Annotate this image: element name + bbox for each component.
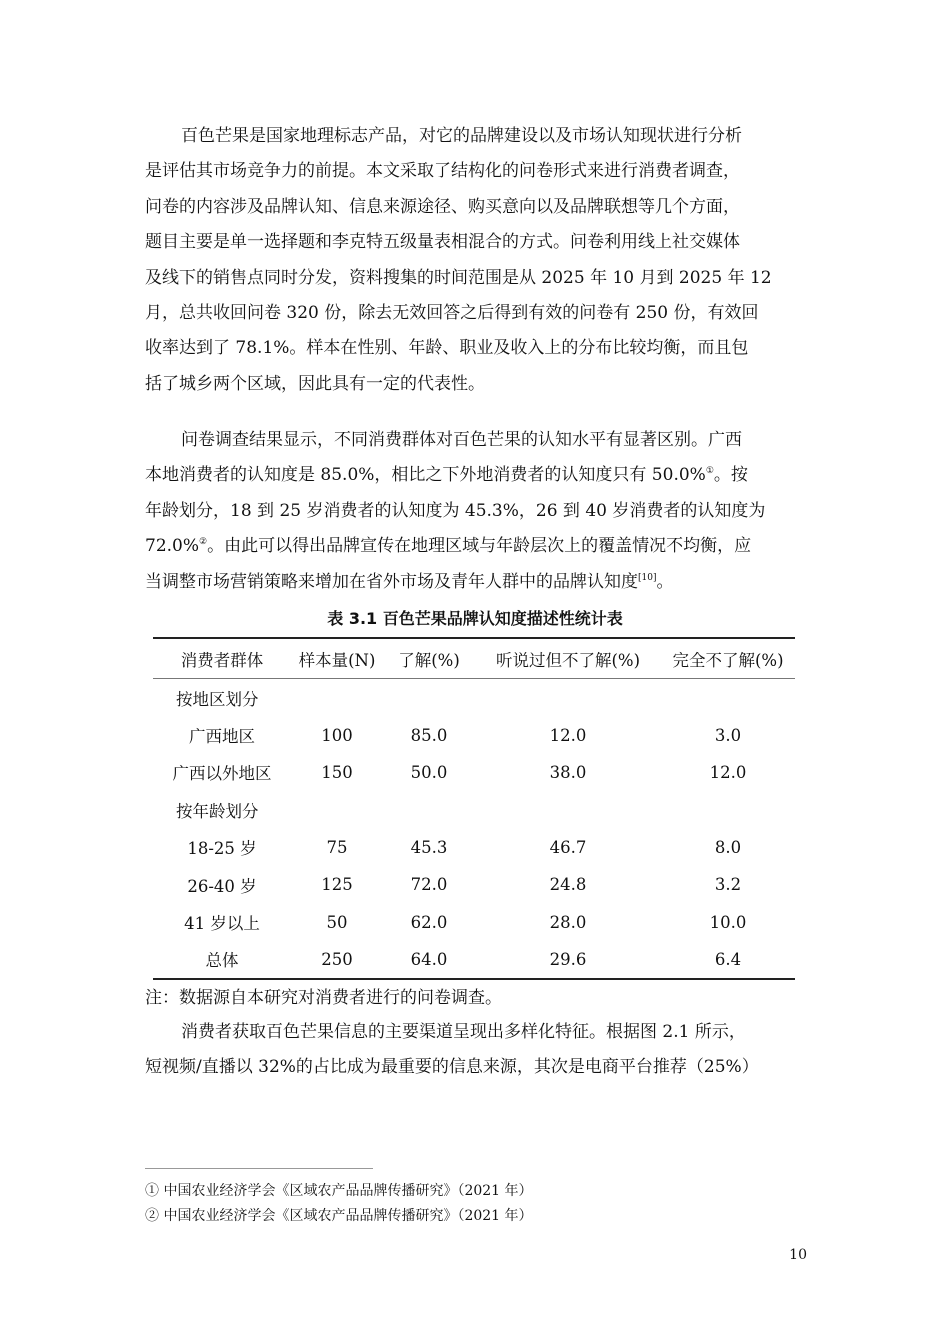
table-cell: 24.8 xyxy=(549,875,587,895)
page-number: 10 xyxy=(789,1247,807,1263)
table-cell: 3.0 xyxy=(714,725,742,745)
table-cell: 8.0 xyxy=(714,837,742,857)
paragraph-3 xyxy=(145,1015,805,1086)
text-segment: 。由此可以得出品牌宣传在地理区域与年龄层次上的覆盖情况不均衡，应 xyxy=(207,536,752,557)
table-row xyxy=(153,716,795,753)
text-segment: 本地消费者的认知度是 85.0%，相比之下外地消费者的认知度只有 50.0% xyxy=(145,465,706,486)
table-cell: 29.6 xyxy=(475,941,661,979)
table-cell: 6.4 xyxy=(661,941,795,979)
text-line: 收率达到了 78.1%。样本在性别、年龄、职业及收入上的分布比较均衡，而且包 xyxy=(145,338,749,359)
table-cell: 广西地区 xyxy=(189,727,255,747)
footnote-divider xyxy=(145,1168,373,1169)
table-cell: 10.0 xyxy=(709,912,747,932)
table-cell: 12.0 xyxy=(709,762,747,782)
table-row xyxy=(153,829,795,866)
text-line: 问卷调查结果显示，不同消费群体对百色芒果的认知水平有显著区别。广西 xyxy=(181,430,742,450)
stats-table xyxy=(153,637,795,980)
table-row xyxy=(153,903,795,940)
table-cell: 28.0 xyxy=(549,912,587,932)
column-header: 了解(%) xyxy=(383,638,475,679)
table-cell: 广西以外地区 xyxy=(172,764,272,784)
table-cell: 50.0 xyxy=(410,762,448,782)
column-header: 听说过但不了解(%) xyxy=(475,638,661,679)
text-segment: 。 xyxy=(656,571,674,592)
table-cell: 3.2 xyxy=(714,875,742,895)
footnote: ① 中国农业经济学会《区域农产品品牌传播研究》（2021 年） xyxy=(145,1183,533,1199)
table-cell: 72.0 xyxy=(410,875,448,895)
column-header: 样本量(N) xyxy=(291,638,383,679)
table-group-row xyxy=(153,791,795,828)
text-line: 括了城乡两个区域，因此具有一定的代表性。 xyxy=(145,373,485,394)
text-segment: 72.0% xyxy=(145,536,200,557)
column-header: 完全不了解(%) xyxy=(661,638,795,679)
table-cell: 50 xyxy=(326,912,348,932)
footnote: ② 中国农业经济学会《区域农产品品牌传播研究》（2021 年） xyxy=(145,1208,533,1224)
table-cell: 85.0 xyxy=(410,725,448,745)
footnote-ref[interactable]: ① xyxy=(705,466,714,477)
text-line: 题目主要是单一选择题和李克特五级量表相混合的方式。问卷利用线上社交媒体 xyxy=(145,232,740,253)
table-group-row xyxy=(153,679,795,717)
table-note: 注：数据源自本研究对消费者进行的问卷调查。 xyxy=(145,988,502,1008)
text-line: 短视频/直播以 32%的占比成为最重要的信息来源，其次是电商平台推荐（25%） xyxy=(145,1057,759,1078)
text-line xyxy=(145,529,805,564)
table-cell: 46.7 xyxy=(549,837,587,857)
citation-ref[interactable]: [10] xyxy=(638,572,657,583)
table-cell: 125 xyxy=(321,875,353,895)
table-row xyxy=(153,866,795,903)
text-line: 年龄划分，18 到 25 岁消费者的认知度为 45.3%，26 到 40 岁消费者的认知度为 xyxy=(145,500,766,521)
table-row xyxy=(153,754,795,791)
text-line: 月，总共收回问卷 320 份，除去无效回答之后得到有效的问卷有 250 份，有效回 xyxy=(145,302,759,323)
table-cell: 64.0 xyxy=(383,941,475,979)
table-row-total xyxy=(153,941,795,979)
table-header-row xyxy=(153,638,795,679)
text-line: 及线下的销售点同时分发，资料搜集的时间范围是从 2025 年 10 月到 2025 年 12 xyxy=(145,267,772,288)
group-label: 按年龄划分 xyxy=(176,801,259,821)
table-caption: 表 3.1 百色芒果品牌认知度描述性统计表 xyxy=(327,609,623,628)
text-segment: 。按 xyxy=(713,465,748,486)
text-line: 百色芒果是国家地理标志产品，对它的品牌建设以及市场认知现状进行分析 xyxy=(181,126,742,146)
table-cell: 18-25 岁 xyxy=(187,839,257,859)
table-cell: 100 xyxy=(321,725,353,745)
table-cell: 总体 xyxy=(153,941,291,979)
text-line xyxy=(145,458,805,493)
table-cell: 45.3 xyxy=(410,837,448,857)
table-cell: 26-40 岁 xyxy=(187,876,257,896)
table-cell: 150 xyxy=(321,762,353,782)
text-segment: 当调整市场营销策略来增加在省外市场及青年人群中的品牌认知度 xyxy=(145,571,638,592)
paragraph-1 xyxy=(145,119,805,402)
text-line: 问卷的内容涉及品牌认知、信息来源途径、购买意向以及品牌联想等几个方面， xyxy=(145,196,740,217)
column-header: 消费者群体 xyxy=(153,638,291,679)
table-cell: 41 岁以上 xyxy=(184,914,260,934)
table-cell: 12.0 xyxy=(549,725,587,745)
table-cell: 250 xyxy=(291,941,383,979)
table-cell: 75 xyxy=(326,837,348,857)
group-label: 按地区划分 xyxy=(176,689,259,709)
table-cell: 62.0 xyxy=(410,912,448,932)
footnote-ref[interactable]: ② xyxy=(199,537,208,548)
table-cell: 38.0 xyxy=(549,762,587,782)
text-line xyxy=(145,565,805,600)
paragraph-2 xyxy=(145,423,805,600)
text-line: 是评估其市场竞争力的前提。本文采取了结构化的问卷形式来进行消费者调查， xyxy=(145,161,740,182)
text-line: 消费者获取百色芒果信息的主要渠道呈现出多样化特征。根据图 2.1 所示， xyxy=(181,1022,746,1042)
